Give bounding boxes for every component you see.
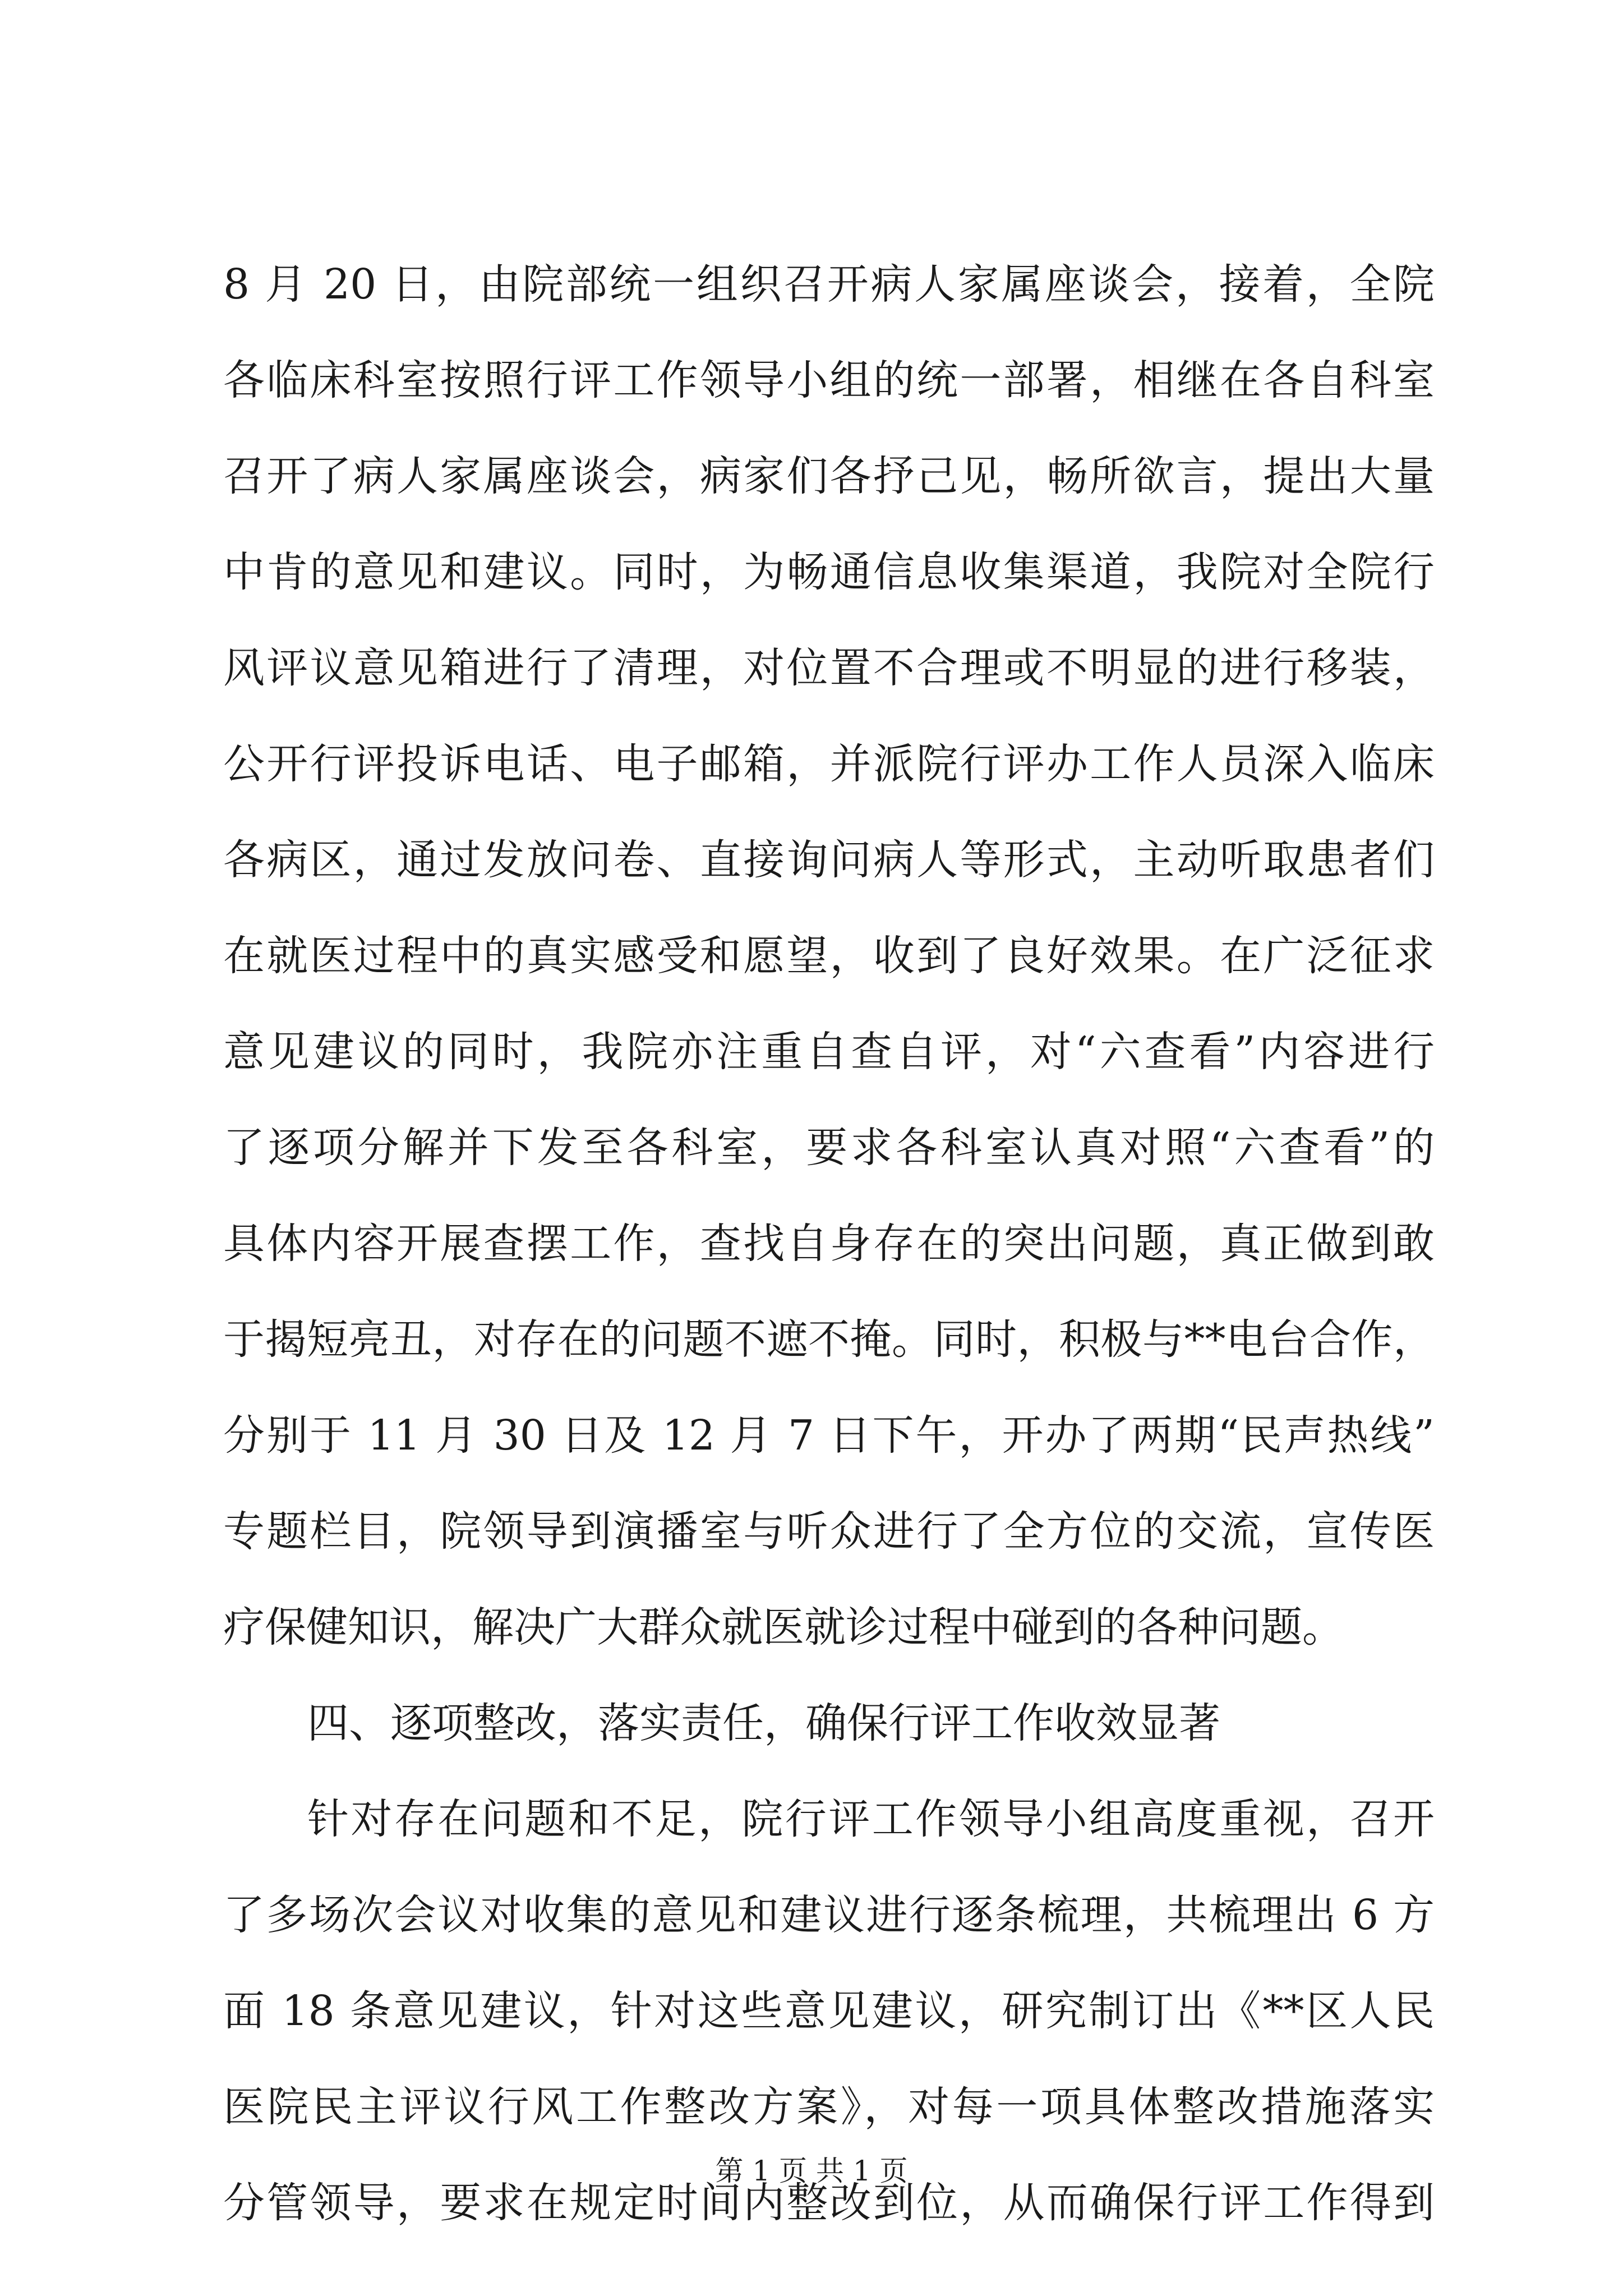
body-line: 风评议意见箱进行了清理，对位置不合理或不明显的进行移装，	[223, 644, 1435, 692]
body-line: 了逐项分解并下发至各科室，要求各科室认真对照“六查看”的	[223, 1124, 1435, 1172]
body-line: 针对存在问题和不足，院行评工作领导小组高度重视，召开	[307, 1795, 1435, 1843]
body-line: 各临床科室按照行评工作领导小组的统一部署，相继在各自科室	[223, 356, 1435, 404]
body-line: 具体内容开展查摆工作，查找自身存在的突出问题，真正做到敢	[223, 1220, 1435, 1268]
body-line: 分别于 11 月 30 日及 12 月 7 日下午，开办了两期“民声热线”	[223, 1411, 1435, 1460]
body-line: 疗保健知识，解决广大群众就医就诊过程中碰到的各种问题。	[223, 1603, 1344, 1651]
body-line: 意见建议的同时，我院亦注重自查自评，对“六查看”内容进行	[223, 1028, 1435, 1076]
body-line: 面 18 条意见建议，针对这些意见建议，研究制订出《**区人民	[223, 1987, 1435, 2035]
body-line: 在就医过程中的真实感受和愿望，收到了良好效果。在广泛征求	[223, 932, 1435, 980]
section-heading: 四、逐项整改，落实责任，确保行评工作收效显著	[307, 1699, 1220, 1747]
body-line: 于揭短亮丑，对存在的问题不遮不掩。同时，积极与**电台合作，	[223, 1315, 1435, 1364]
body-line: 中肯的意见和建议。同时，为畅通信息收集渠道，我院对全院行	[223, 548, 1435, 596]
document-body	[223, 260, 1435, 2278]
body-line: 公开行评投诉电话、电子邮箱，并派院行评办工作人员深入临床	[223, 740, 1435, 788]
body-line: 专题栏目，院领导到演播室与听众进行了全方位的交流，宣传医	[223, 1507, 1435, 1556]
page-number: 第 1 页 共 1 页	[715, 2155, 908, 2187]
body-line: 8 月 20 日，由院部统一组织召开病人家属座谈会，接着，全院	[223, 260, 1435, 309]
body-line: 医院民主评议行风工作整改方案》，对每一项具体整改措施落实	[223, 2083, 1435, 2131]
body-line: 各病区，通过发放问卷、直接询问病人等形式，主动听取患者们	[223, 836, 1435, 884]
body-line: 分管领导，要求在规定时间内整改到位，从而确保行评工作得到	[223, 2179, 1435, 2227]
body-line: 召开了病人家属座谈会，病家们各抒己见，畅所欲言，提出大量	[223, 452, 1435, 500]
body-line: 了多场次会议对收集的意见和建议进行逐条梳理，共梳理出 6 方	[223, 1891, 1435, 1939]
